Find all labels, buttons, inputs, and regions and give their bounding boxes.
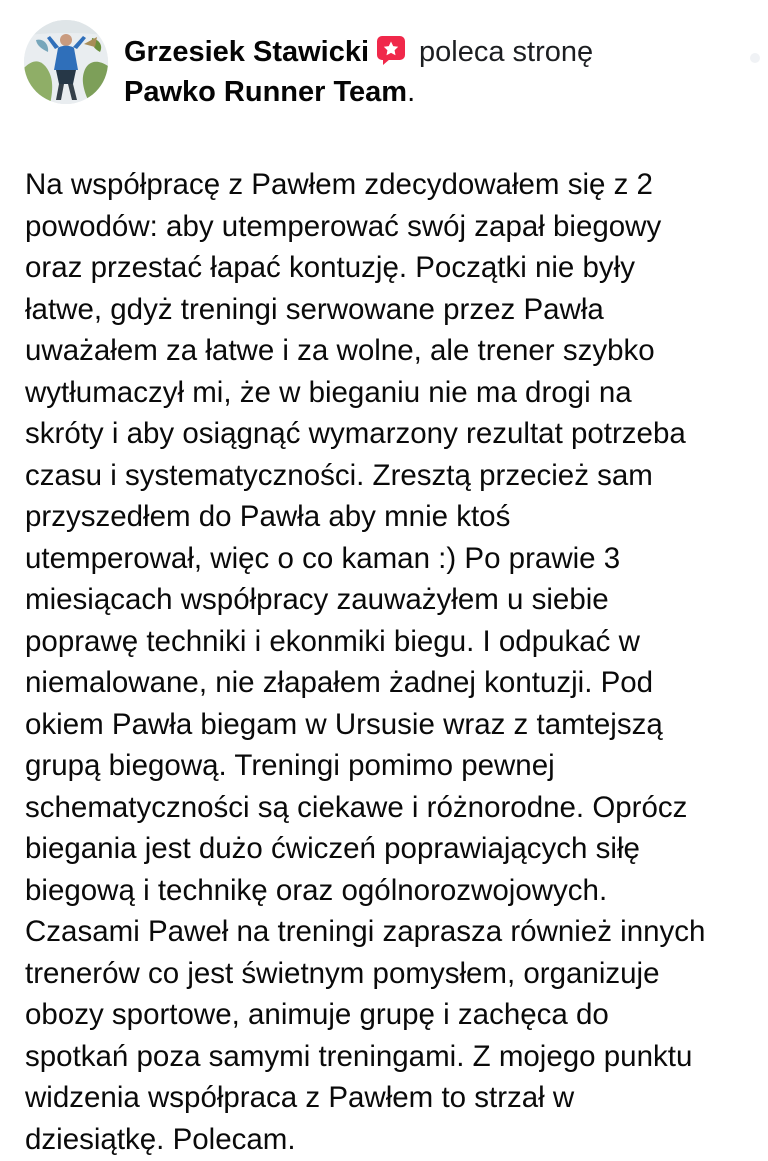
recommend-action-text: poleca stronę [419, 36, 594, 68]
recommended-page-link[interactable]: Pawko Runner Team [124, 76, 408, 108]
review-text: Na współpracę z Pawłem zdecydowałem się z 2 powodów: aby utemperować swój zapał biegowy oraz przestać łapać kontuzję. Początki nie były łatwe, gdyż treningi serwowane przez Pawła uważałem za łatwe i za wolne, ale trener szybko wytłumaczył mi, że w bieganiu nie ma drogi na skróty i aby osiągnąć wymarzony rezultat potrzeba czasu i systematyczności. Zresztą przecież sam przyszedłem do Pawła aby mnie ktoś utemperował, więc o co kaman :) Po prawie 3 miesiącach współpracy zauważyłem u siebie poprawę techniki i ekonmiki biegu. I odpukać w niemalowane, nie złapałem żadnej kontuzji. Pod okiem Pawła biegam w Ursusie wraz z tamtejszą grupą biegową. Treningi pomimo pewnej schematyczności są ciekawe i różnorodne. Oprócz biegania jest dużo ćwiczeń poprawiających siłę biegową i technikę oraz ogólnorozwojowych. Czasami Paweł na treningi zaprasza również innych trenerów co jest świetnym pomysłem, organizuje obozy sportowe, animuje grupę i zachęca do spotkań poza samymi treningami. Z mojego punktu widzenia współpraca z Pawłem to strzał w dziesiątkę. Polecam. [25, 168, 706, 1156]
avatar[interactable] [24, 20, 108, 104]
post-header [24, 20, 744, 110]
post-title-line [124, 32, 734, 112]
more-options-dot[interactable] [750, 53, 760, 63]
recommend-badge-icon [375, 34, 407, 66]
author-name-link[interactable]: Grzesiek Stawicki [124, 36, 370, 68]
avatar-image [24, 20, 108, 104]
title-period: . [407, 76, 416, 108]
